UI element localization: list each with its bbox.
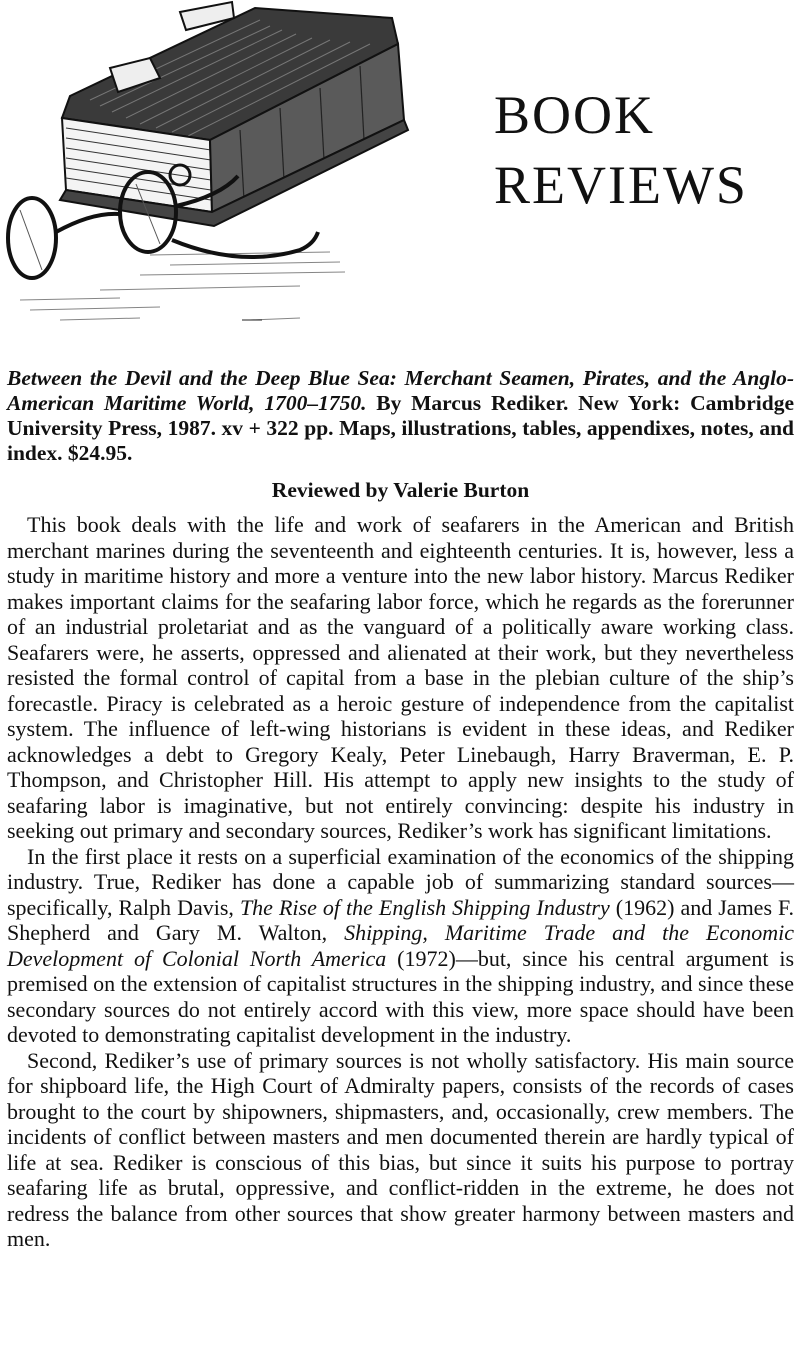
reviewer-byline: Reviewed by Valerie Burton (271, 478, 530, 502)
book-publication-details: By Marcus Rediker. New York: Cambridge University Press, 1987. xv + 322 pp. Maps, illustrations, tables, appendixes, notes, and index. $24.95. (7, 391, 795, 465)
book-title: Between the Devil and the Deep Blue Sea: Merchant Seamen, Pirates, and the Anglo-American Maritime World, 1700–1750. (7, 366, 794, 415)
review-content (7, 366, 794, 1252)
book-with-spectacles-illustration (0, 0, 440, 330)
section-title-line-1: BOOK (494, 85, 656, 145)
review-paragraph-3: Second, Rediker’s use of primary sources is not wholly satisfactory. His main source for shipboard life, the High Court of Admiralty papers, consists of the records of cases brought to the court by shipowners, shipmasters, and, occasionally, crew members. The incidents of conflict between masters and men documented therein are hardly typical of life at sea. Rediker is conscious of this bias, but since it suits his purpose to portray seafaring life as brutal, oppressive, and conflict-ridden in the extreme, he does not redress the balance from other sources that show greater harmony between masters and men. (7, 1047, 794, 1251)
page-header (0, 0, 800, 330)
cited-work-title-1: The Rise of the English Shipping Industry (239, 894, 610, 920)
review-paragraph-2 (7, 844, 794, 1048)
paragraph-2-text-1: In the first place it rests on a superficial examination of the economics of the shipping industry. True, Rediker has done a capable job of summarizing standard sources—specifically, Ralph Davis, (7, 843, 794, 920)
cited-work-title-2: Shipping, Maritime Trade and the Economic Development of Colonial North America (7, 920, 794, 971)
section-title (494, 80, 748, 220)
book-citation (7, 366, 794, 466)
section-title-line-2: REVIEWS (494, 155, 748, 215)
paragraph-2-text-3: (1972)—but, since his central argument is premised on the extension of capitalist structures in the shipping industry, and since these secondary sources do not entirely accord with this view, more space should have been devoted to demonstrating capitalist development in the industry. (7, 945, 794, 1047)
review-paragraph-1: This book deals with the life and work of seafarers in the American and British merchant marines during the seventeenth and eighteenth centuries. It is, however, less a study in maritime history and more a venture into the new labor history. Marcus Rediker makes important claims for the seafaring labor force, which he regards as the forerunner of an industrial proletariat and as the vanguard of a politically aware working class. Seafarers were, he asserts, oppressed and alienated at their work, but they nevertheless resisted the formal control of capital from a base in the plebian culture of the ship’s forecastle. Piracy is celebrated as a heroic gesture of independence from the capitalist system. The influence of left-wing historians is evident in these ideas, and Rediker acknowledges a debt to Gregory Kealy, Peter Linebaugh, Harry Braverman, E. P. Thompson, and Christopher Hill. His attempt to apply new insights to the study of seafaring labor is imaginative, but not entirely convincing: despite his industry in seeking out primary and secondary sources, Rediker’s work has significant limitations. (7, 512, 794, 843)
paragraph-2-text-2: (1962) and James F. Shepherd and Gary M. Walton, (7, 894, 795, 945)
